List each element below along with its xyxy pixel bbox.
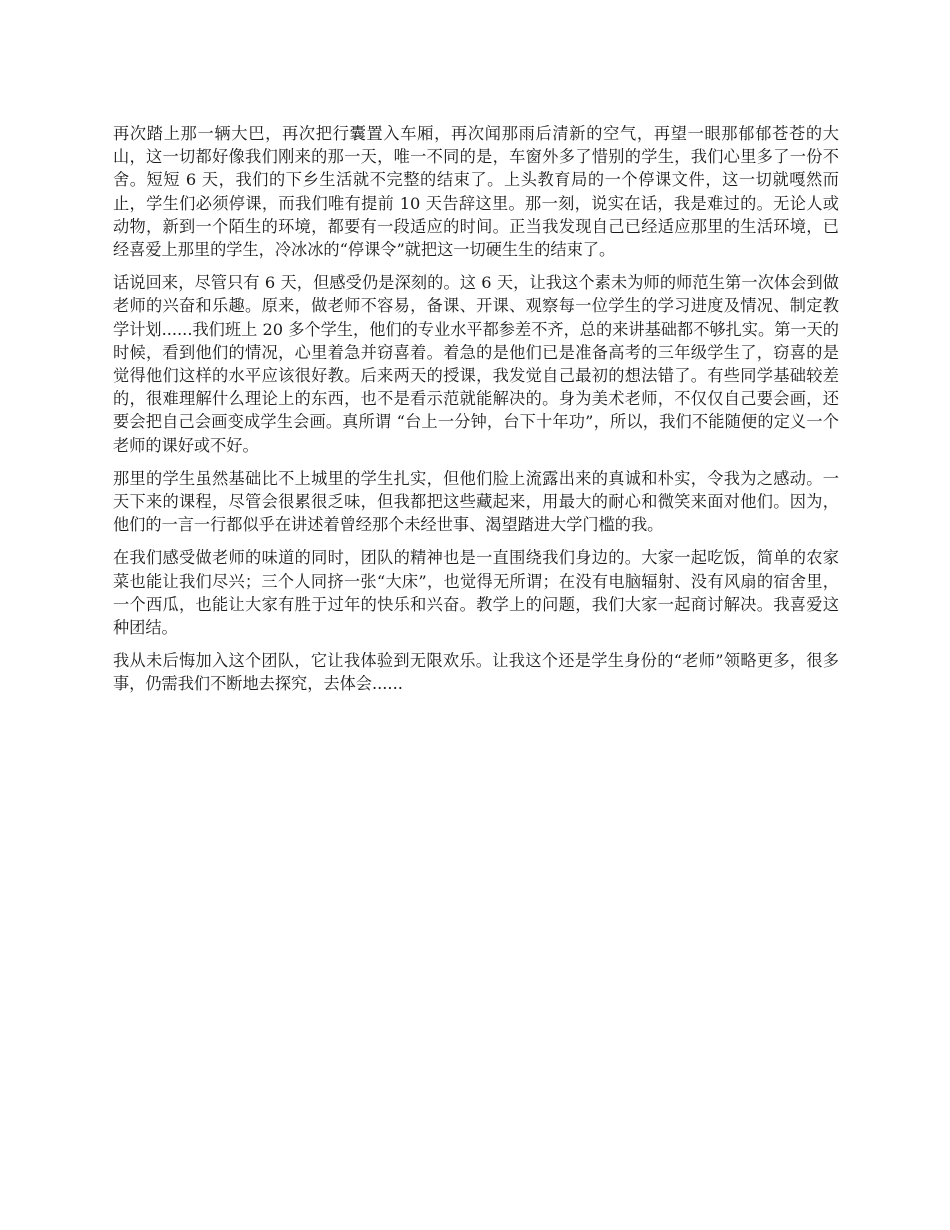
paragraph-3: 那里的学生虽然基础比不上城里的学生扎实，但他们脸上流露出来的真诚和朴实，令我为之感动。一天下来的课程，尽管会很累很乏味，但我都把这些藏起来，用最大的耐心和微笑来面对他们。因为，他们的一言一行都似乎在讲述着曾经那个未经世事、渴望踏进大学门槛的我。 [113,468,839,535]
paragraph-5: 我从未后悔加入这个团队，它让我体验到无限欢乐。让我这个还是学生身份的“老师”领略更多，很多事，仍需我们不断地去探究，去体会...... [113,651,839,694]
paragraph-4: 在我们感受做老师的味道的同时，团队的精神也是一直围绕我们身边的。大家一起吃饭，简单的农家菜也能让我们尽兴；三个人同挤一张“大床”，也觉得无所谓；在没有电脑辐射、没有风扇的宿舍里，一个西瓜，也能让大家有胜于过年的快乐和兴奋。教学上的问题，我们大家一起商讨解决。我喜爱这种团结。 [113,548,839,638]
paragraph-2: 话说回来，尽管只有 6 天，但感受仍是深刻的。这 6 天，让我这个素未为师的师范生第一次体会到做老师的兴奋和乐趣。原来，做老师不容易，备课、开课、观察每一位学生的学习进度及情况、制定教学计划......我们班上 20 多个学生，他们的专业水平都参差不齐，总的来讲基础都不够扎实。第一天的时候，看到他们的情况，心里着急并窃喜着。着急的是他们已是准备高考的三年级学生了，窃喜的是觉得他们这样的水平应该很好教。后来两天的授课，我发觉自己最初的想法错了。有些同学基础较差的，很难理解什么理论上的东西，也不是看示范就能解决的。身为美术老师，不仅仅自己要会画，还要会把自己会画变成学生会画。真所谓 “台上一分钟，台下十年功”，所以，我们不能随便的定义一个老师的课好或不好。 [113,273,839,455]
document-body [113,122,839,706]
paragraph-1: 再次踏上那一辆大巴，再次把行囊置入车厢，再次闻那雨后清新的空气，再望一眼那郁郁苍苍的大山，这一切都好像我们刚来的那一天，唯一不同的是，车窗外多了惜别的学生，我们心里多了一份不舍。短短 6 天，我们的下乡生活就不完整的结束了。上头教育局的一个停课文件，这一切就嘎然而止，学生们必须停课，而我们唯有提前 10 天告辞这里。那一刻，说实在话，我是难过的。无论人或动物，新到一个陌生的环境，都要有一段适应的时间。正当我发现自己已经适应那里的生活环境，已经喜爱上那里的学生，冷冰冰的“停课令”就把这一切硬生生的结束了。 [113,124,839,260]
